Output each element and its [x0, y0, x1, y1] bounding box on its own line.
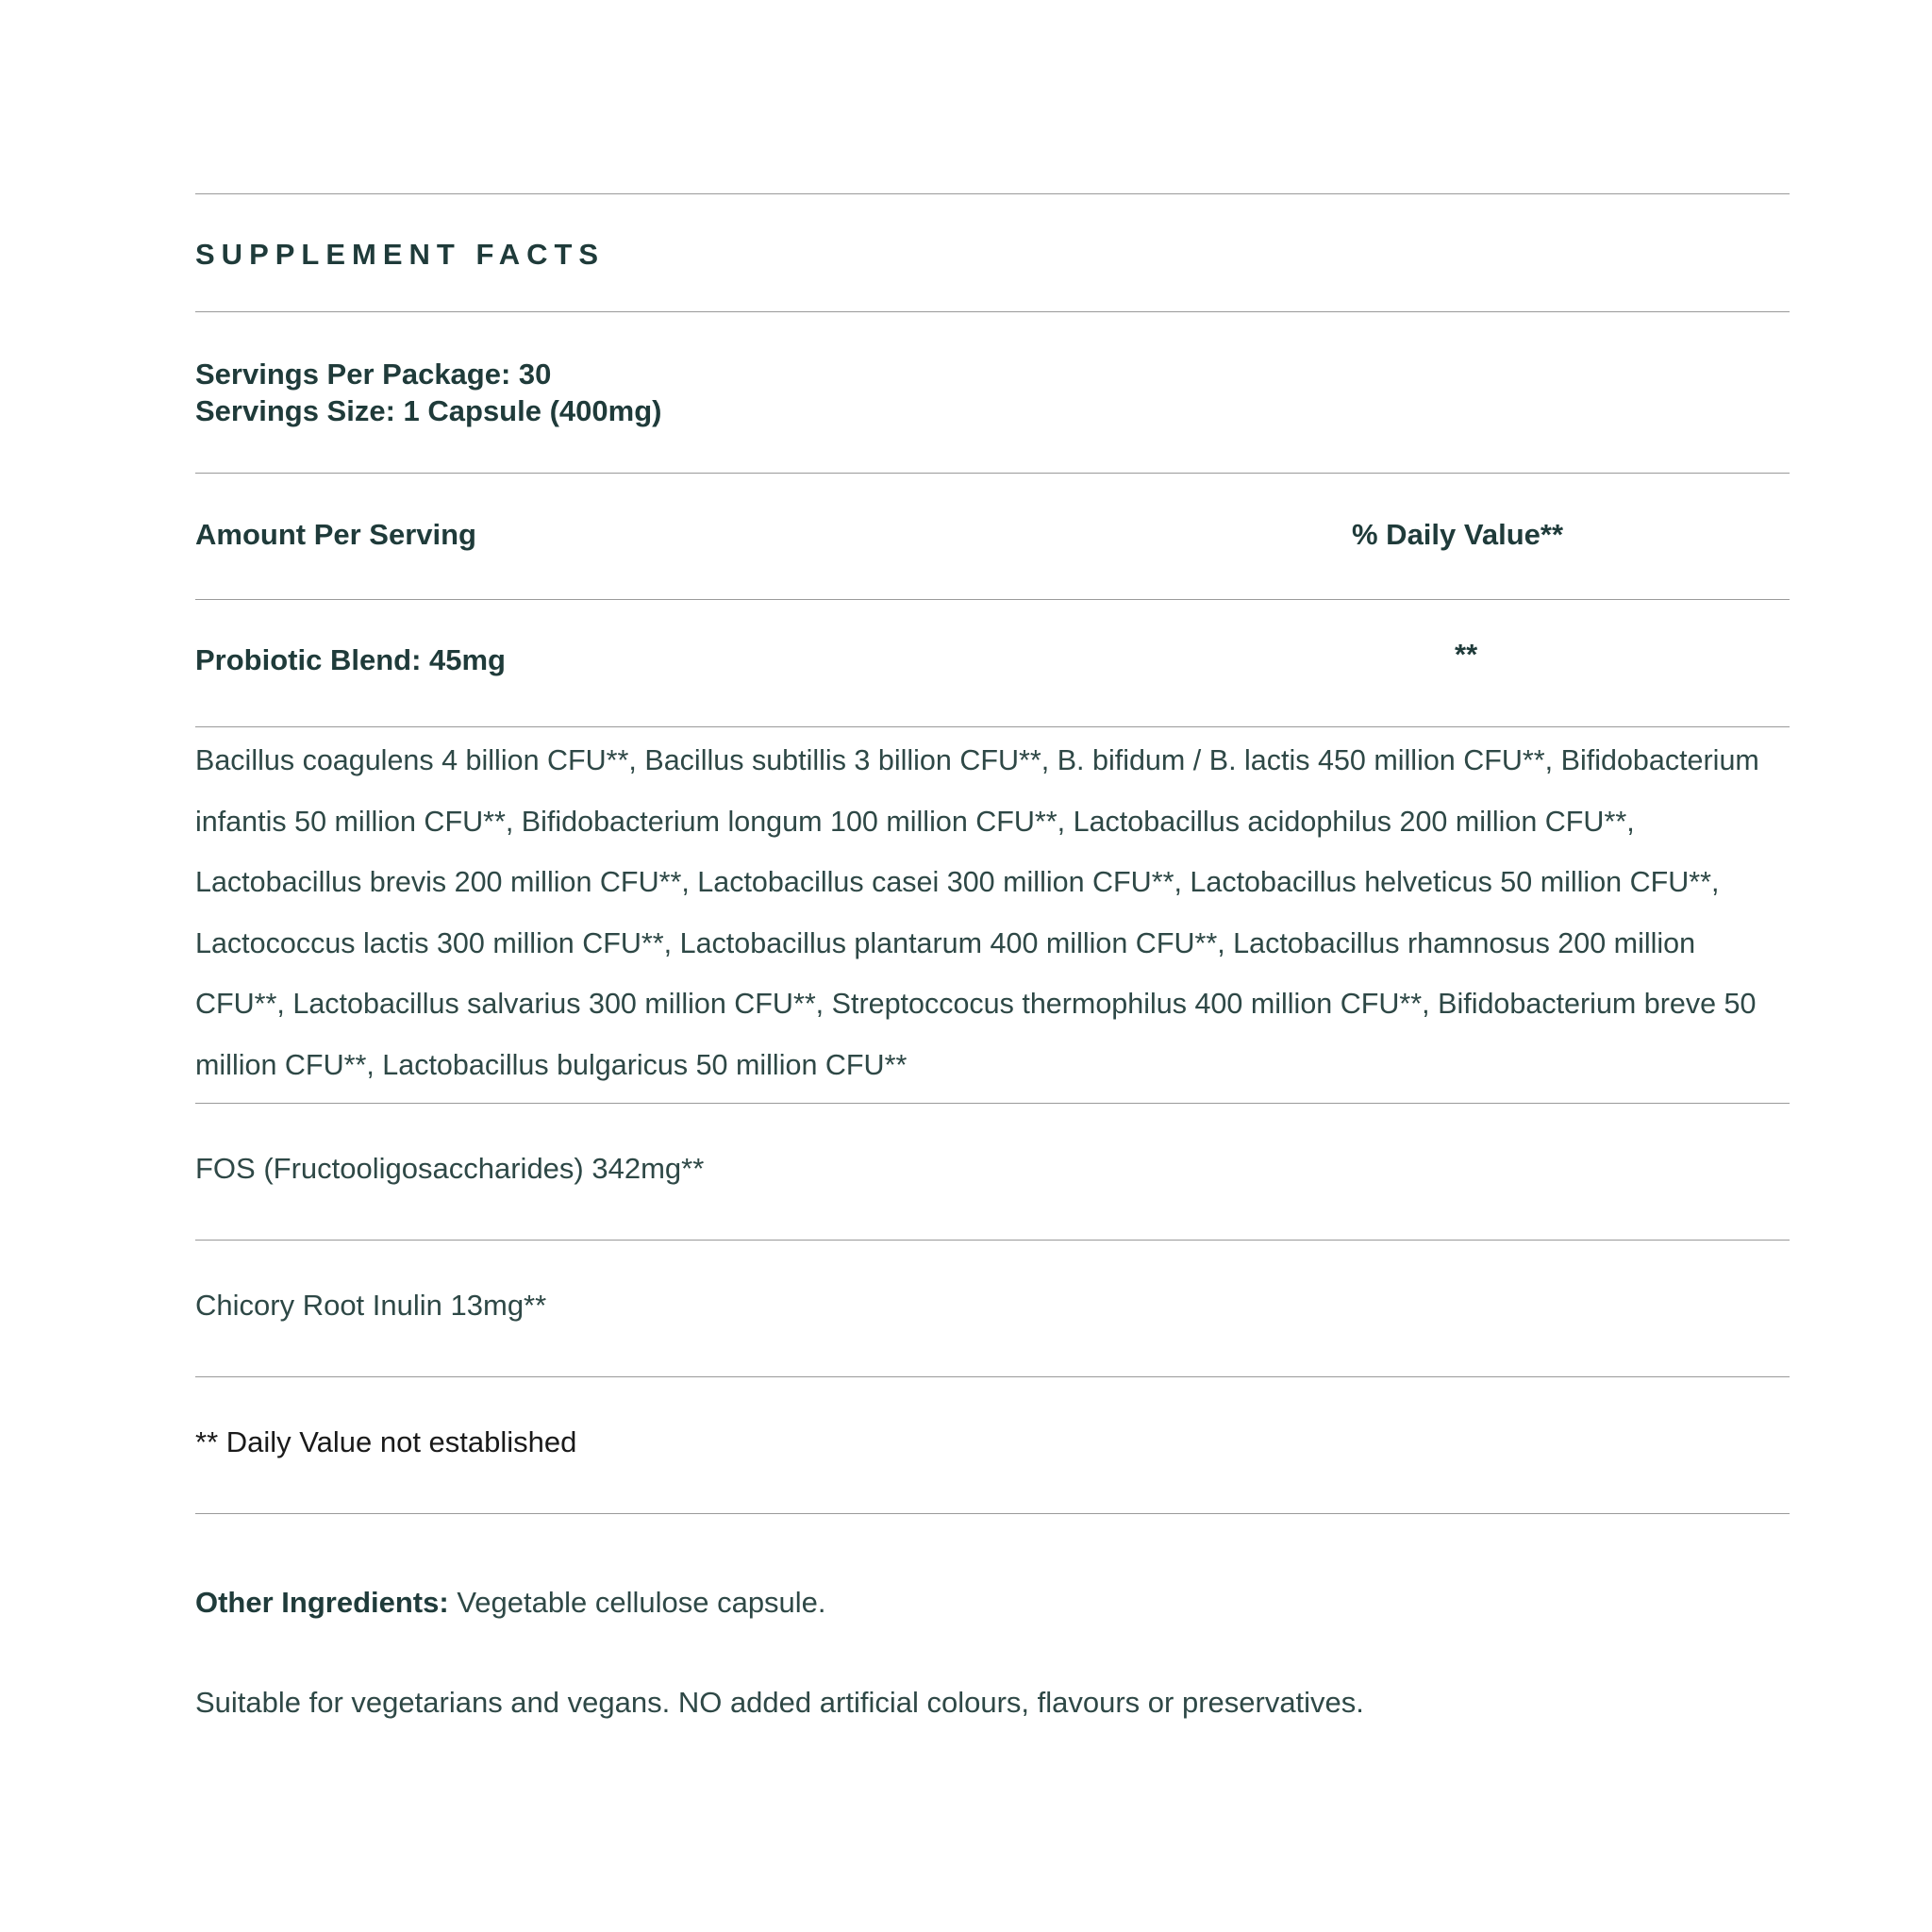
daily-value-footnote: ** Daily Value not established: [195, 1425, 577, 1458]
servings-per-package: Servings Per Package: 30: [195, 358, 552, 391]
footnote-row: [195, 1377, 1790, 1513]
panel-title: SUPPLEMENT FACTS: [195, 238, 606, 271]
other-ingredients-value: Vegetable cellulose capsule.: [448, 1586, 826, 1619]
supplement-facts-panel: [195, 193, 1790, 1720]
daily-value-header: % Daily Value**: [1352, 518, 1564, 551]
probiotic-blend-daily-value: **: [1455, 638, 1478, 671]
probiotic-strains-list: Bacillus coagulens 4 billion CFU**, Bacillus subtillis 3 billion CFU**, B. bifidum / B. lactis 450 million CFU**, Bifidobacterium infantis 50 million CFU**, Bifidobacterium longum 100 million CFU**, Lactobacillus acidophilus 200 million CFU**, Lactobacillus brevis 200 million CFU**, Lactobacillus casei 300 million CFU**, Lactobacillus helveticus 50 million CFU**, Lactococcus lactis 300 million CFU**, Lactobacillus plantarum 400 million CFU**, Lactobacillus rhamnosus 200 million CFU**, Lactobacillus salvarius 300 million CFU**, Streptoccocus thermophilus 400 million CFU**, Bifidobacterium breve 50 million CFU**, Lactobacillus bulgaricus 50 million CFU**: [195, 744, 1759, 1081]
table-row: [195, 1104, 1790, 1240]
probiotic-blend-label: Probiotic Blend: 45mg: [195, 643, 506, 676]
table-header-row: [195, 474, 1790, 599]
table-row: [195, 1241, 1790, 1376]
suitability-statement: Suitable for vegetarians and vegans. NO added artificial colours, flavours or preservatives.: [195, 1686, 1364, 1719]
probiotic-blend-row: [195, 600, 1790, 726]
other-ingredients-label: Other Ingredients:: [195, 1586, 449, 1619]
serving-size: Servings Size: 1 Capsule (400mg): [195, 394, 662, 427]
servings-info: [195, 312, 1790, 473]
fos-ingredient: FOS (Fructooligosaccharides) 342mg**: [195, 1152, 705, 1185]
amount-per-serving-header: Amount Per Serving: [195, 518, 476, 551]
other-ingredients: [195, 1514, 1790, 1620]
chicory-root-ingredient: Chicory Root Inulin 13mg**: [195, 1289, 547, 1322]
